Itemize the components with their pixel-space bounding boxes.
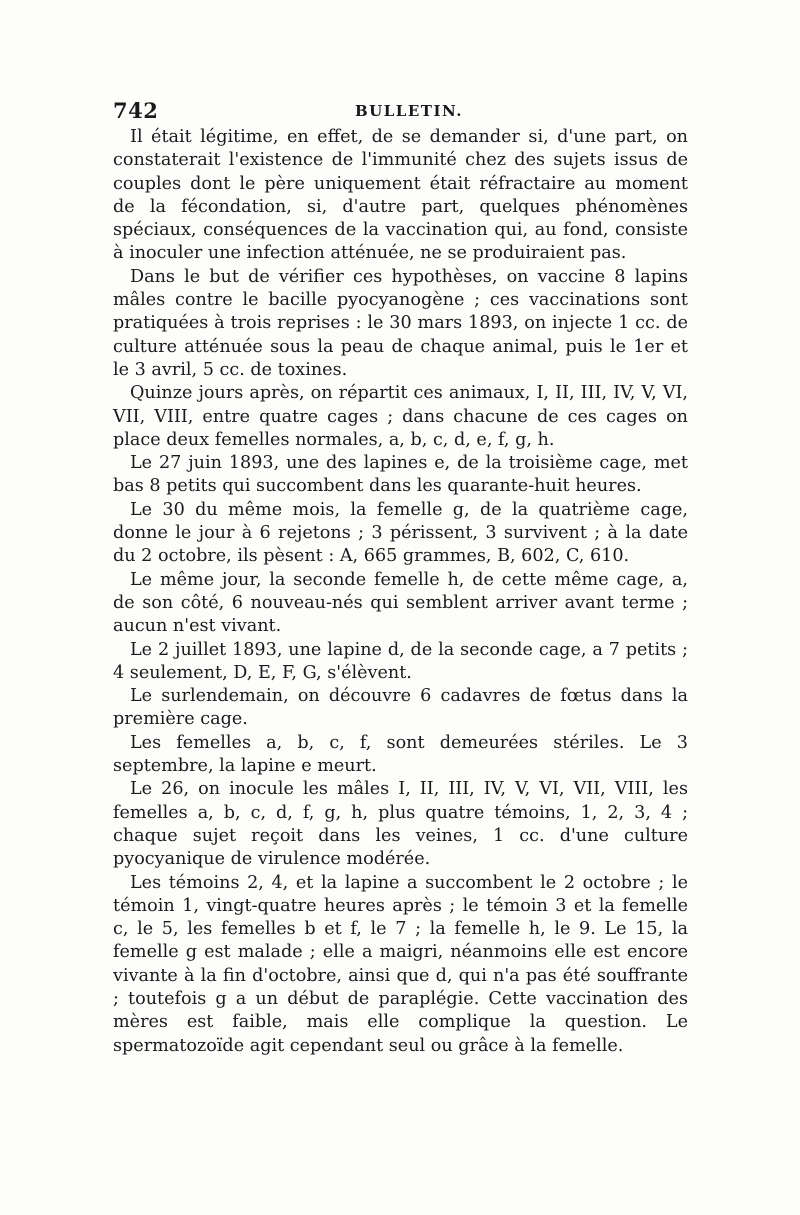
running-title: BULLETIN. (355, 102, 463, 120)
paragraph-6: Le même jour, la seconde femelle h, de cette même cage, a, de son côté, 6 nouveau-nés qui semblent arriver avant terme ; aucun n'est vivant. (113, 569, 688, 637)
paragraph-9: Les femelles a, b, c, f, sont demeurées stériles. Le 3 septembre, la lapine e meurt. (113, 732, 688, 777)
paragraph-8: Le surlendemain, on découvre 6 cadavres de fœtus dans la première cage. (113, 686, 688, 730)
paragraph-10: Le 26, on inocule les mâles I, II, III, IV, V, VI, VII, VIII, les femelles a, b, c, d, f, g, h, plus quatre témoins, 1, 2, 3, 4 ; chaque sujet reçoit dans les veines, 1 cc. d'une culture pyocyanique de virulence modérée. (113, 779, 688, 870)
paragraph-4: Le 27 juin 1893, une des lapines e, de la troisième cage, met bas 8 petits qui succombent dans les quarante-huit heures. (113, 453, 688, 497)
paragraph-5: Le 30 du même mois, la femelle g, de la quatrième cage, donne le jour à 6 rejetons ; 3 périssent, 3 survivent ; à la date du 2 octobre, ils pèsent : A, 665 grammes, B, 602, C, 610. (113, 499, 688, 567)
paragraph-7: Le 2 juillet 1893, une lapine d, de la seconde cage, a 7 petits ; 4 seulement, D, E, F, G, s'élèvent. (113, 639, 688, 683)
paragraph-3: Quinze jours après, on répartit ces animaux, I, II, III, IV, V, VI, VII, VIII, entre quatre cages ; dans chacune de ces cages on place deux femelles normales, a, b, c, d, e, f, g, h. (113, 383, 688, 450)
running-head (113, 98, 688, 124)
paragraph-2: Dans le but de vérifier ces hypothèses, on vaccine 8 lapins mâles contre le bacille pyocyanogène ; ces vaccinations sont pratiquées à trois reprises : le 30 mars 1893, on injecte 1 cc. de culture atténuée sous la peau de chaque animal, puis le 1er et le 3 avril, 5 cc. de toxines. (113, 266, 688, 380)
paragraph-11: Les témoins 2, 4, et la lapine a succombent le 2 octobre ; le témoin 1, vingt-quatre heures après ; le témoin 3 et la femelle c, le 5, les femelles b et f, le 7 ; la femelle h, le 9. Le 15, la femelle g est malade ; elle a maigri, néanmoins elle est encore vivante à la fin d'octobre, ainsi que d, qui n'a pas été souffrante ; toutefois g a un début de paraplégie. Cette vaccination des mères est faible, mais elle complique la question. Le spermatozoïde agit cependant seul ou grâce à la femelle. (113, 872, 688, 1056)
text-body (113, 126, 688, 1058)
page-number: 742 (113, 98, 159, 123)
paragraph-1: Il était légitime, en effet, de se demander si, d'une part, on constaterait l'existence de l'immunité chez des sujets issus de couples dont le père uniquement était réfractaire au moment de la fécondation, si, d'autre part, quelques phénomènes spéciaux, conséquences de la vaccination qui, au fond, consiste à inoculer une infection atténuée, ne se produiraient pas. (113, 127, 688, 264)
